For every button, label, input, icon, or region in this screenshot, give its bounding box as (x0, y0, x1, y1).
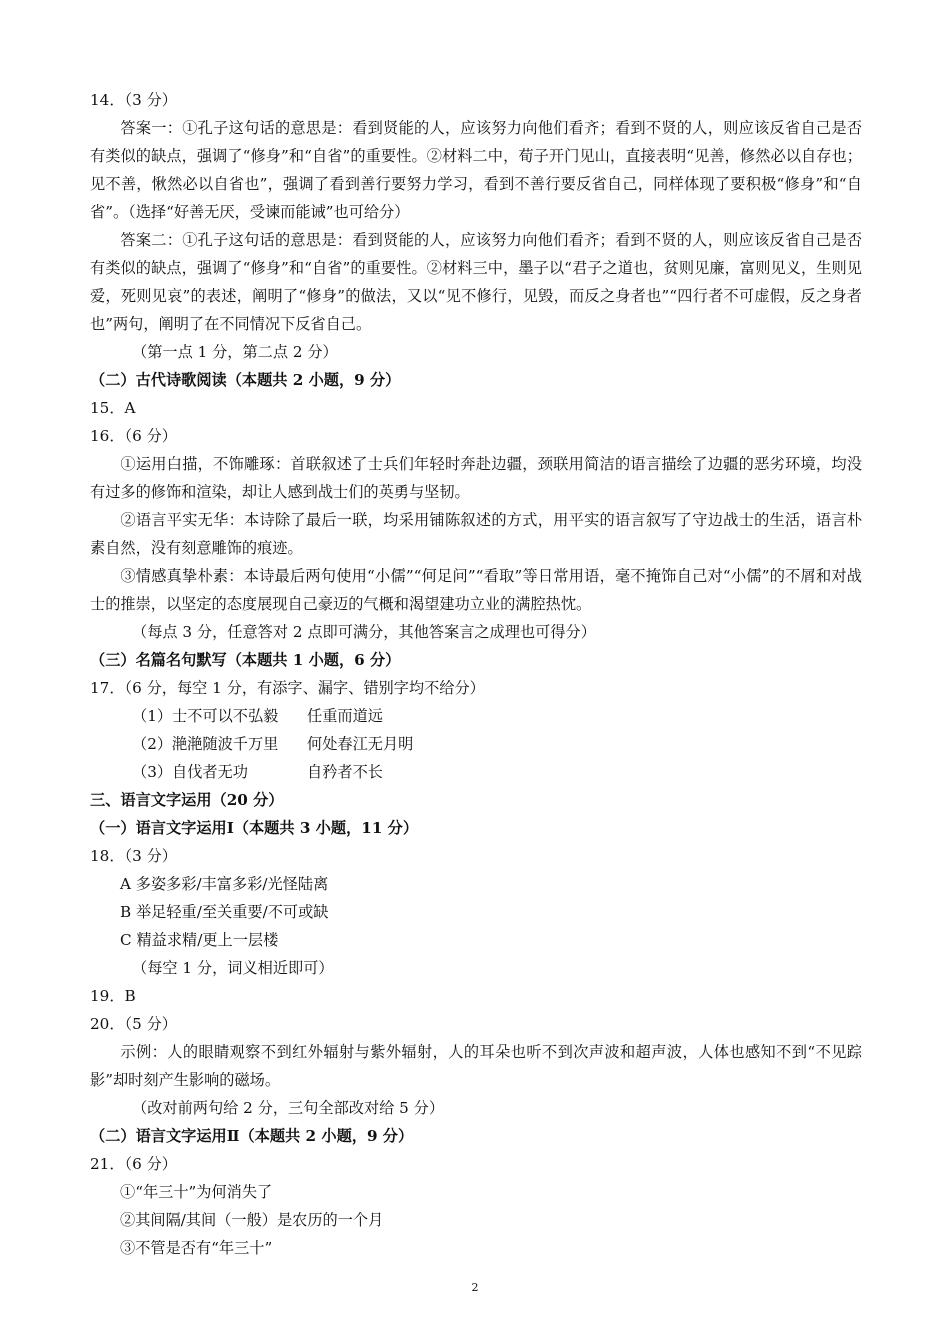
q17-item-3 (90, 758, 862, 786)
q17-item-1 (90, 702, 862, 730)
page-number: 2 (471, 1281, 479, 1294)
q16-scoring-note: （每点 3 分，任意答对 2 点即可满分，其他答案言之成理也可得分） (132, 623, 596, 641)
q17-heading: 17．（6 分，每空 1 分，有添字、漏字、错别字均不给分） (90, 679, 485, 697)
answer-page (90, 86, 862, 1262)
q20-heading: 20．（5 分） (90, 1015, 177, 1033)
q17-item-1-first: （1）士不可以不弘毅 (132, 707, 279, 725)
q20-scoring-note: （改对前两句给 2 分，三句全部改对给 5 分） (132, 1099, 445, 1117)
q17-item-2-second: 何处春江无月明 (307, 735, 414, 753)
q14-answer-1: 答案一：①孔子这句话的意思是：看到贤能的人，应该努力向他们看齐；看到不贤的人，则应该反省自己是否有类似的缺点，强调了“修身”和“自省”的重要性。②材料二中，荀子开门见山，直接表明“见善，修然必以自存也；见不善，愀然必以自省也”，强调了看到善行要努力学习，看到不善行要反省自己，同样体现了要积极“修身”和“自省”。（选择“好善无厌，受谏而能诫”也可给分） (90, 119, 862, 221)
q15-answer: 15．A (90, 399, 136, 417)
q20-example: 示例：人的眼睛观察不到红外辐射与紫外辐射，人的耳朵也听不到次声波和超声波，人体也感知不到“不见踪影”却时刻产生影响的磁场。 (90, 1043, 862, 1089)
q21-answer-1: ①“年三十”为何消失了 (120, 1183, 273, 1201)
q18-scoring-note: （每空 1 分，词义相近即可） (132, 959, 334, 977)
part-heading-language-use: 三、语言文字运用（20 分） (90, 791, 284, 809)
q17-item-1-second: 任重而道远 (307, 707, 383, 725)
q21-answer-3: ③不管是否有“年三十” (120, 1239, 273, 1257)
q14-scoring-note: （第一点 1 分，第二点 2 分） (132, 343, 338, 361)
q17-item-3-first: （3）自伐者无功 (132, 763, 248, 781)
q14-heading: 14．（3 分） (90, 91, 177, 109)
q14-answer-2: 答案二：①孔子这句话的意思是：看到贤能的人，应该努力向他们看齐；看到不贤的人，则应该反省自己是否有类似的缺点，强调了“修身”和“自省”的重要性。②材料三中，墨子以“君子之道也，贫则见廉，富则见义，生则见爱，死则见哀”的表述，阐明了“修身”的做法，又以“见不修行，见毁，而反之身者也”“四行者不可虚假，反之身者也”两句，阐明了在不同情况下反省自己。 (90, 231, 862, 333)
q21-heading: 21．（6 分） (90, 1155, 177, 1173)
q18-answer-c: C 精益求精/更上一层楼 (120, 931, 279, 949)
q18-answer-b: B 举足轻重/至关重要/不可或缺 (120, 903, 329, 921)
q18-heading: 18．（3 分） (90, 847, 177, 865)
q16-point-1: ①运用白描，不饰雕琢：首联叙述了士兵们年轻时奔赴边疆，颈联用简洁的语言描绘了边疆的恶劣环境，均没有过多的修饰和渲染，却让人感到战士们的英勇与坚韧。 (90, 455, 862, 501)
q21-answer-2: ②其间隔/其间（一般）是农历的一个月 (120, 1211, 384, 1229)
q17-item-3-second: 自矜者不长 (307, 763, 383, 781)
q17-item-2 (90, 730, 862, 758)
q16-point-3: ③情感真挚朴素：本诗最后两句使用“小儒”“何足问”“看取”等日常用语，毫不掩饰自己对“小儒”的不屑和对战士的推崇，以坚定的态度展现自己豪迈的气概和渴望建功立业的满腔热忱。 (90, 567, 862, 613)
q19-answer: 19．B (90, 987, 136, 1005)
q18-answer-a: A 多姿多彩/丰富多彩/光怪陆离 (120, 875, 329, 893)
q16-point-2: ②语言平实无华：本诗除了最后一联，均采用铺陈叙述的方式，用平实的语言叙写了守边战士的生活，语言朴素自然，没有刻意雕饰的痕迹。 (90, 511, 862, 557)
section-heading-poetry: （二）古代诗歌阅读（本题共 2 小题，9 分） (90, 371, 401, 389)
section-heading-language-use-2: （二）语言文字运用Ⅱ（本题共 2 小题，9 分） (90, 1127, 414, 1145)
section-heading-language-use-1: （一）语言文字运用Ⅰ（本题共 3 小题，11 分） (90, 819, 419, 837)
q17-item-2-first: （2）滟滟随波千万里 (132, 735, 279, 753)
q16-heading: 16．（6 分） (90, 427, 177, 445)
section-heading-recitation: （三）名篇名句默写（本题共 1 小题，6 分） (90, 651, 401, 669)
